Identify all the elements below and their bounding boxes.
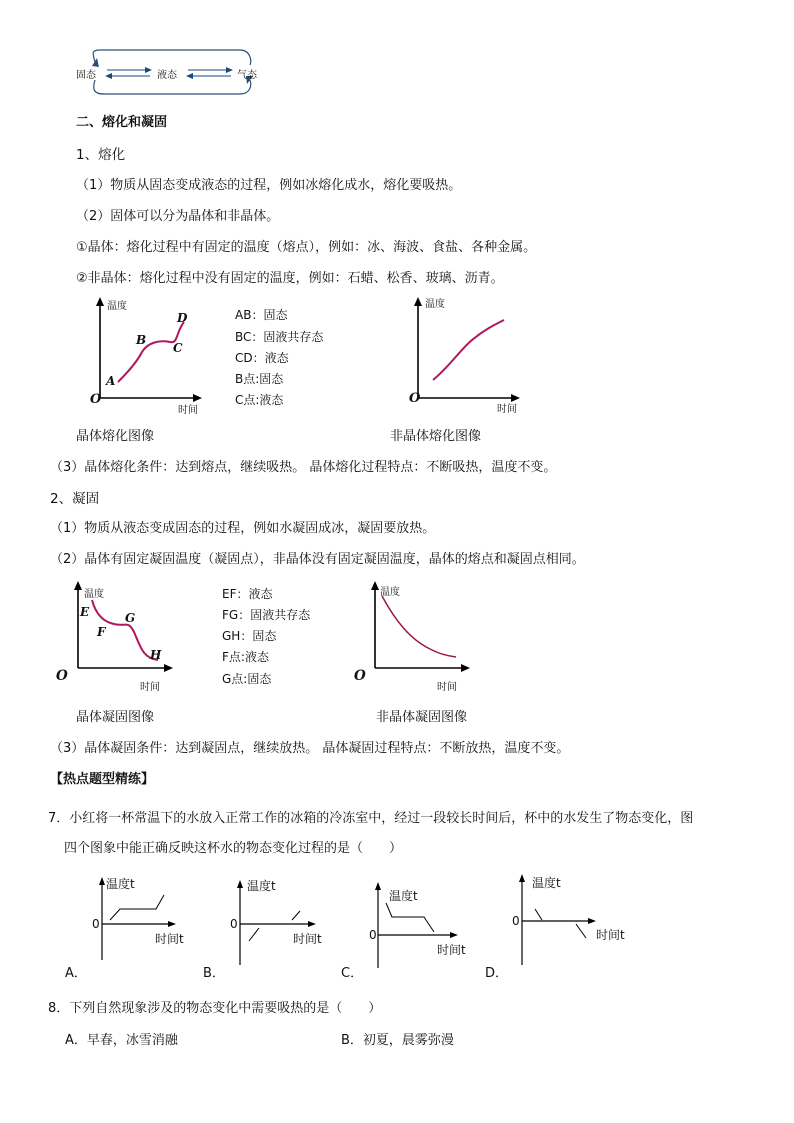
melt-paragraph-4: ②非晶体：熔化过程中没有固定的温度，例如：石蜡、松香、玻璃、沥青。	[76, 271, 504, 286]
q8-option-b[interactable]: B．初夏，晨雾弥漫	[341, 1033, 454, 1048]
amorphous-melting-caption: 非晶体熔化图像	[390, 429, 482, 444]
q7c-ylabel: 温度t	[389, 889, 418, 903]
point-a-label: A	[106, 374, 116, 388]
q7b-zero: 0	[230, 917, 238, 931]
point-b-label: B	[136, 333, 147, 347]
q7d-zero: 0	[512, 914, 520, 928]
melt-paragraph-5: （3）晶体熔化条件：达到熔点，继续吸热。 晶体熔化过程特点：不断吸热，温度不变。	[50, 460, 557, 475]
crystal-melting-origin: O	[90, 392, 102, 407]
q7d-ylabel: 温度t	[532, 876, 561, 890]
amorphous-solidify-xlabel: 时间	[437, 682, 457, 693]
melt-paragraph-2: （2）固体可以分为晶体和非晶体。	[76, 209, 280, 224]
q7-option-c[interactable]: C．	[341, 966, 364, 981]
q7c-xlabel: 时间t	[437, 943, 466, 957]
solidify-title: 2、凝固	[50, 491, 100, 507]
state-gas-label: 气态	[237, 70, 257, 81]
q7c-zero: 0	[369, 928, 377, 942]
amorphous-solidify-caption: 非晶体凝固图像	[376, 710, 468, 725]
point-d-label: D	[177, 311, 188, 325]
point-c-label: C	[173, 341, 183, 355]
crystal-solidify-ylabel: 温度	[84, 589, 104, 600]
amorphous-melting-xlabel: 时间	[497, 404, 517, 415]
crystal-solidify-caption: 晶体凝固图像	[76, 710, 155, 725]
q7b-ylabel: 温度t	[247, 879, 276, 893]
crystal-solidify-origin: O	[56, 668, 68, 684]
legend-item: G点:固态	[222, 672, 272, 686]
q7d-xlabel: 时间t	[596, 928, 625, 942]
q7-option-d[interactable]: D．	[485, 966, 509, 981]
amorphous-melting-ylabel: 温度	[425, 299, 445, 310]
legend-item: EF：液态	[222, 587, 273, 601]
q8-option-a[interactable]: A．早春，冰雪消融	[65, 1033, 178, 1048]
q7b-xlabel: 时间t	[293, 932, 322, 946]
legend-item: B点:固态	[235, 372, 284, 386]
legend-item: GH：固态	[222, 629, 277, 643]
section-heading: 二、熔化和凝固	[76, 115, 168, 130]
q7a-xlabel: 时间t	[155, 932, 184, 946]
q7a-zero: 0	[92, 917, 100, 931]
q7-stem-line1: 7．小红将一杯常温下的水放入正常工作的冰箱的冷冻室中，经过一段较长时间后，杯中的水发生了物态变化，图	[48, 811, 694, 826]
point-h-label: H	[150, 648, 162, 662]
point-g-label: G	[125, 611, 136, 625]
legend-item: AB：固态	[235, 308, 288, 322]
legend-item: BC：固液共存态	[235, 330, 324, 344]
q7a-ylabel: 温度t	[106, 877, 135, 891]
solidify-paragraph-1: （1）物质从液态变成固态的过程，例如水凝固成冰，凝固要放热。	[50, 521, 436, 536]
amorphous-solidify-ylabel: 温度	[380, 587, 400, 598]
solidify-paragraph-3: （3）晶体凝固条件：达到凝固点，继续放热。 晶体凝固过程特点：不断放热，温度不变。	[50, 741, 570, 756]
crystal-melting-caption: 晶体熔化图像	[76, 429, 155, 444]
legend-item: FG：固液共存态	[222, 608, 311, 622]
amorphous-solidify-origin: O	[354, 668, 366, 684]
q7-option-a[interactable]: A．	[65, 966, 87, 981]
amorphous-melting-origin: O	[409, 391, 421, 406]
practice-heading: 【热点题型精练】	[50, 772, 155, 787]
state-solid-label: 固态	[76, 70, 96, 81]
legend-item: C点:液态	[235, 393, 284, 407]
legend-item: F点:液态	[222, 650, 269, 664]
melt-title: 1、熔化	[76, 147, 126, 163]
point-e-label: E	[80, 605, 90, 619]
crystal-melting-ylabel: 温度	[107, 301, 127, 312]
point-f-label: F	[97, 625, 106, 639]
q8-stem: 8．下列自然现象涉及的物态变化中需要吸热的是（ ）	[48, 1001, 382, 1016]
state-liquid-label: 液态	[157, 70, 177, 81]
q7-option-b[interactable]: B．	[203, 966, 225, 981]
melt-paragraph-3: ①晶体：熔化过程中有固定的温度（熔点），例如：冰、海波、食盐、各种金属。	[76, 240, 537, 255]
crystal-solidify-xlabel: 时间	[140, 682, 160, 693]
melt-paragraph-1: （1）物质从固态变成液态的过程，例如冰熔化成水，熔化要吸热。	[76, 178, 462, 193]
legend-item: CD：液态	[235, 351, 289, 365]
solidify-paragraph-2: （2）晶体有固定凝固温度（凝固点），非晶体没有固定凝固温度，晶体的熔点和凝固点相同。	[50, 552, 585, 567]
q7-stem-line2: 四个图象中能正确反映这杯水的物态变化过程的是（ ）	[64, 841, 403, 856]
crystal-melting-xlabel: 时间	[178, 405, 198, 416]
